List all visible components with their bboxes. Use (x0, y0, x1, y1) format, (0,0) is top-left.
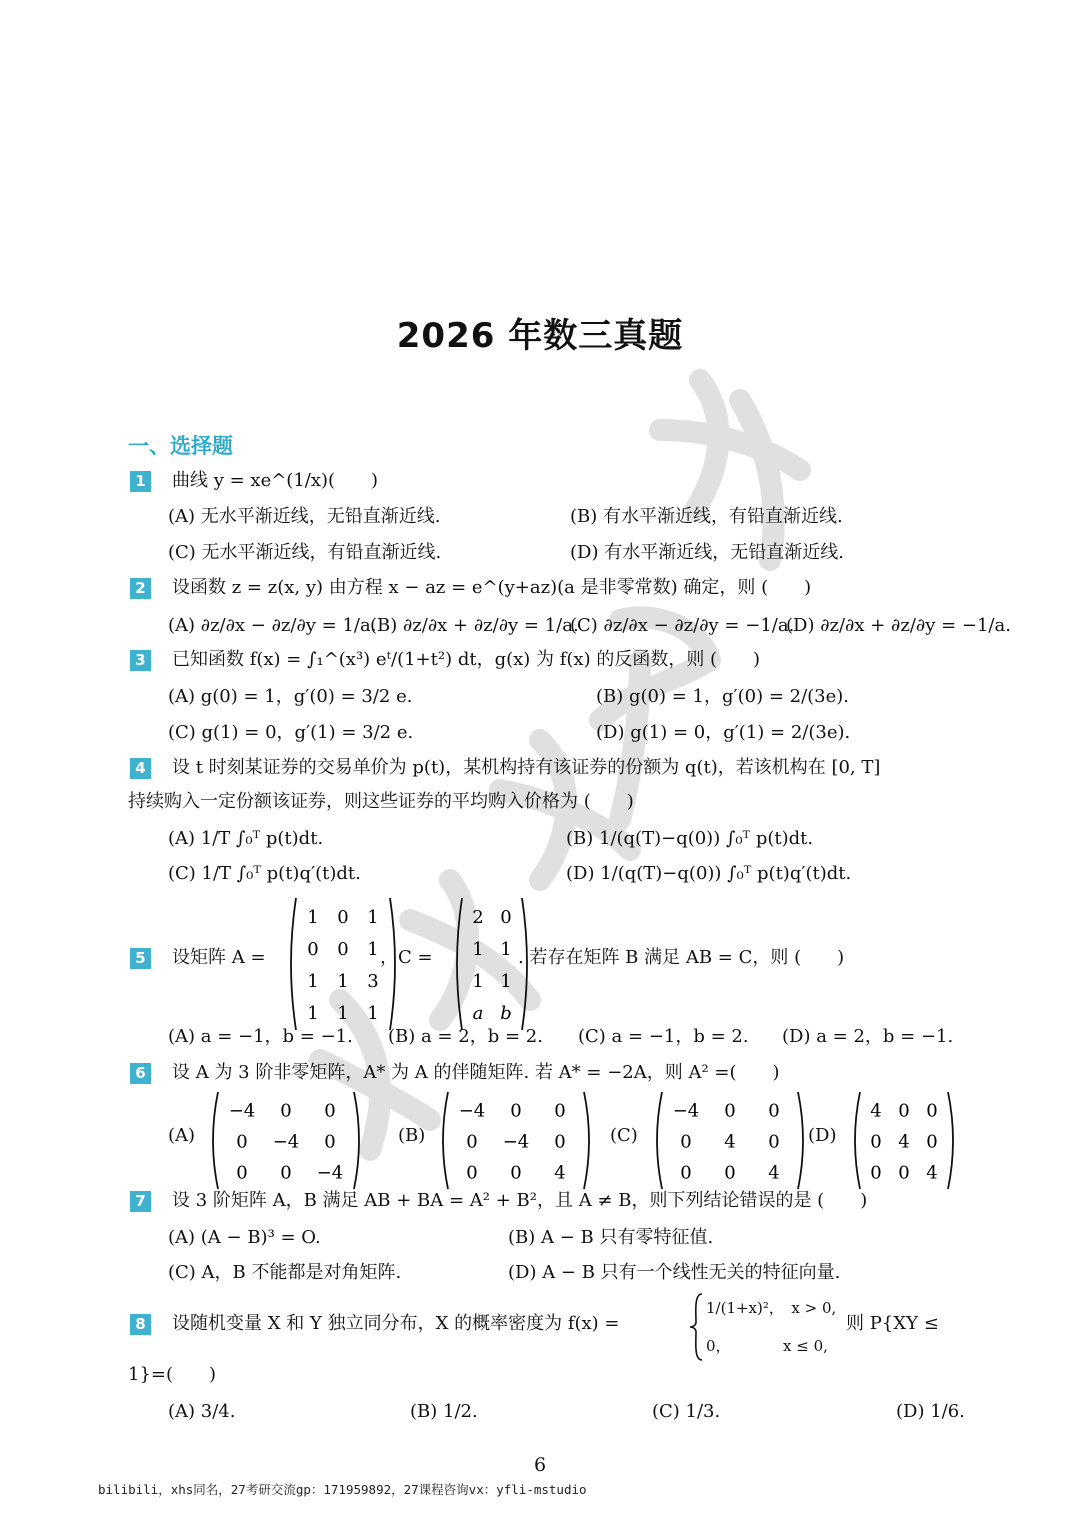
option-a: (A) (A − B)³ = O. (168, 1227, 321, 1248)
matrix-cell: 1 (367, 907, 379, 929)
option-d: (D) a = 2，b = −1. (782, 1026, 954, 1047)
left-paren (657, 1092, 662, 1189)
matrix-cell: 0 (768, 1100, 780, 1122)
matrix-cell: 3 (367, 971, 379, 993)
matrix-cell: 1 (337, 1003, 349, 1025)
section-title: 一、选择题 (128, 434, 233, 458)
option-b: (B) A − B 只有零特征值. (508, 1227, 714, 1248)
option-c: (C) 无水平渐近线，有铅直渐近线. (168, 542, 442, 563)
matrix-cell: 4 (870, 1100, 882, 1122)
left-paren (443, 1092, 448, 1189)
question-number: 4 (130, 758, 151, 779)
option-b-label: (B) (398, 1125, 426, 1146)
option-c: (C) a = −1，b = 2. (578, 1026, 749, 1047)
matrix-cell: 0 (510, 1100, 522, 1122)
question-number: 3 (130, 650, 151, 671)
option-b: (B) ∂z/∂x + ∂z/∂y = 1/a. (370, 615, 579, 636)
question-stem: 设矩阵 A = (172, 947, 266, 968)
question-stem: 设函数 z = z(x, y) 由方程 x − az = e^(y+az)(a 是非零常数) 确定，则 ( ) (172, 577, 812, 598)
matrix-cell: 1 (367, 1003, 379, 1025)
piecewise-case-2: 0， x ≤ 0, (706, 1337, 828, 1355)
question-stem-post: . 若存在矩阵 B 满足 AB = C，则 ( ) (518, 947, 845, 968)
question-stem: 曲线 y = xe^(1/x)( ) (172, 470, 379, 491)
matrix-cell: 0 (337, 939, 349, 961)
question-number: 2 (130, 578, 151, 599)
matrix-cell: 0 (724, 1162, 736, 1184)
option-a-label: (A) (168, 1125, 196, 1146)
question-stem-post: 则 P{XY ≤ (846, 1313, 939, 1334)
right-paren (584, 1092, 589, 1189)
matrix-cell: 0 (466, 1131, 478, 1153)
option-b: (B) g(0) = 1，g′(0) = 2/(3e). (596, 686, 850, 707)
matrix-cell: b (500, 1003, 512, 1025)
question-stem: 已知函数 f(x) = ∫₁^(x³) eᵗ/(1+t²) dt，g(x) 为 f(x) 的反函数，则 ( ) (172, 649, 761, 670)
matrix-cell: 0 (554, 1100, 566, 1122)
option-b-matrix (438, 1090, 594, 1195)
matrix-cell: 0 (500, 907, 512, 929)
option-a: (A) ∂z/∂x − ∂z/∂y = 1/a. (168, 615, 377, 636)
option-c-matrix (652, 1090, 808, 1195)
question-number: 5 (130, 948, 151, 969)
matrix-cell: 0 (554, 1131, 566, 1153)
question-stem-mid: ，C = (380, 947, 433, 968)
matrix-cell: 1 (367, 939, 379, 961)
matrix-cell: 0 (870, 1131, 882, 1153)
right-paren (948, 1092, 953, 1189)
option-c: (C) A，B 不能都是对角矩阵. (168, 1262, 402, 1283)
matrix-cell: 2 (472, 907, 484, 929)
matrix-cell: 0 (898, 1100, 910, 1122)
matrix-cell: −4 (672, 1100, 700, 1122)
matrix-cell: 1 (500, 939, 512, 961)
right-paren (798, 1092, 803, 1189)
matrix-cell: 0 (680, 1131, 692, 1153)
option-c: (C) 1/T ∫₀ᵀ p(t)q′(t)dt. (168, 863, 361, 884)
page-title: 2026 年数三真题 (396, 316, 684, 356)
matrix-cell: 0 (337, 907, 349, 929)
page-number: 6 (533, 1454, 547, 1476)
question-stem: 设 A 为 3 阶非零矩阵，A* 为 A 的伴随矩阵. 若 A* = −2A，则 A² =( ) (172, 1062, 780, 1083)
matrix-cell: 4 (768, 1162, 780, 1184)
question-stem: 设 3 阶矩阵 A，B 满足 AB + BA = A² + B²，且 A ≠ B，则下列结论错误的是 ( ) (172, 1190, 868, 1211)
option-c: (C) ∂z/∂x − ∂z/∂y = −1/a. (570, 615, 795, 636)
option-b: (B) 1/2. (410, 1401, 478, 1422)
matrix-cell: −4 (316, 1162, 344, 1184)
option-c-label: (C) (610, 1125, 638, 1146)
matrix-cell: 0 (324, 1100, 336, 1122)
matrix-cell: 0 (898, 1162, 910, 1184)
option-d: (D) ∂z/∂x + ∂z/∂y = −1/a. (786, 615, 1011, 636)
matrix-cell: 0 (870, 1162, 882, 1184)
option-d-matrix (850, 1090, 958, 1195)
matrix-cell: 1 (307, 907, 319, 929)
option-a: (A) 3/4. (168, 1401, 236, 1422)
option-d: (D) A − B 只有一个线性无关的特征向量. (508, 1262, 841, 1283)
question-stem-continued: 1}=( ) (128, 1364, 217, 1385)
matrix-cell: 0 (236, 1162, 248, 1184)
matrix-cell: 0 (680, 1162, 692, 1184)
matrix-cell: a (472, 1003, 484, 1025)
option-d-label: (D) (808, 1125, 837, 1146)
option-a-matrix (208, 1090, 364, 1195)
matrix-cell: 4 (724, 1131, 736, 1153)
matrix-cell: 0 (324, 1131, 336, 1153)
question-stem: 设 t 时刻某证券的交易单价为 p(t)，某机构持有该证券的份额为 q(t)，若该机构在 [0, T] (172, 757, 881, 778)
matrix-cell: −4 (228, 1100, 256, 1122)
option-b: (B) a = 2，b = 2. (388, 1026, 543, 1047)
matrix-cell: 1 (500, 971, 512, 993)
question-number: 1 (130, 471, 151, 492)
matrix-cell: 1 (307, 971, 319, 993)
left-paren (213, 1092, 218, 1189)
option-b: (B) 有水平渐近线，有铅直渐近线. (570, 506, 843, 527)
option-a: (A) 无水平渐近线，无铅直渐近线. (168, 506, 441, 527)
question-stem-continued: 持续购入一定份额该证券，则这些证券的平均购入价格为 ( ) (128, 791, 634, 812)
matrix-cell: 0 (236, 1131, 248, 1153)
option-c: (C) 1/3. (652, 1401, 721, 1422)
option-a: (A) a = −1，b = −1. (168, 1026, 353, 1047)
matrix-cell: −4 (502, 1131, 530, 1153)
matrix-cell: 0 (768, 1131, 780, 1153)
matrix-cell: 0 (510, 1162, 522, 1184)
footer-text: bilibili，xhs同名，27考研交流gp：171959892，27课程咨询vx：yfli-mstudio (98, 1482, 587, 1497)
matrix-cell: 1 (472, 939, 484, 961)
matrix-cell: 0 (280, 1162, 292, 1184)
option-d: (D) 1/(q(T)−q(0)) ∫₀ᵀ p(t)q′(t)dt. (566, 863, 852, 884)
matrix-cell: 0 (280, 1100, 292, 1122)
piecewise-case-1: 1/(1+x)²， x > 0, (706, 1299, 837, 1317)
option-b: (B) 1/(q(T)−q(0)) ∫₀ᵀ p(t)dt. (566, 828, 814, 849)
matrix-cell: 0 (926, 1100, 938, 1122)
option-a: (A) g(0) = 1，g′(0) = 3/2 e. (168, 686, 413, 707)
question-number: 7 (130, 1191, 151, 1212)
right-paren (354, 1092, 359, 1189)
matrix-cell: 1 (337, 971, 349, 993)
option-d: (D) 有水平渐近线，无铅直渐近线. (570, 542, 844, 563)
matrix-cell: 1 (307, 1003, 319, 1025)
question-stem: 设随机变量 X 和 Y 独立同分布，X 的概率密度为 f(x) = (172, 1313, 620, 1334)
matrix-cell: 4 (898, 1131, 910, 1153)
question-number: 6 (130, 1063, 151, 1084)
matrix-cell: −4 (458, 1100, 486, 1122)
matrix-cell: 0 (724, 1100, 736, 1122)
option-d: (D) 1/6. (896, 1401, 965, 1422)
matrix-cell: 4 (926, 1162, 938, 1184)
matrix-cell: −4 (272, 1131, 300, 1153)
option-d: (D) g(1) = 0，g′(1) = 2/(3e). (596, 722, 851, 743)
left-paren (457, 898, 462, 1030)
matrix-cell: 4 (554, 1162, 566, 1184)
option-a: (A) 1/T ∫₀ᵀ p(t)dt. (168, 828, 324, 849)
matrix-cell: 0 (926, 1131, 938, 1153)
option-c: (C) g(1) = 0，g′(1) = 3/2 e. (168, 722, 414, 743)
matrix-cell: 1 (472, 971, 484, 993)
left-paren (855, 1092, 860, 1189)
question-number: 8 (130, 1314, 151, 1335)
matrix-cell: 0 (307, 939, 319, 961)
matrix-cell: 0 (466, 1162, 478, 1184)
left-paren (291, 898, 296, 1030)
piecewise-brace (688, 1292, 704, 1362)
